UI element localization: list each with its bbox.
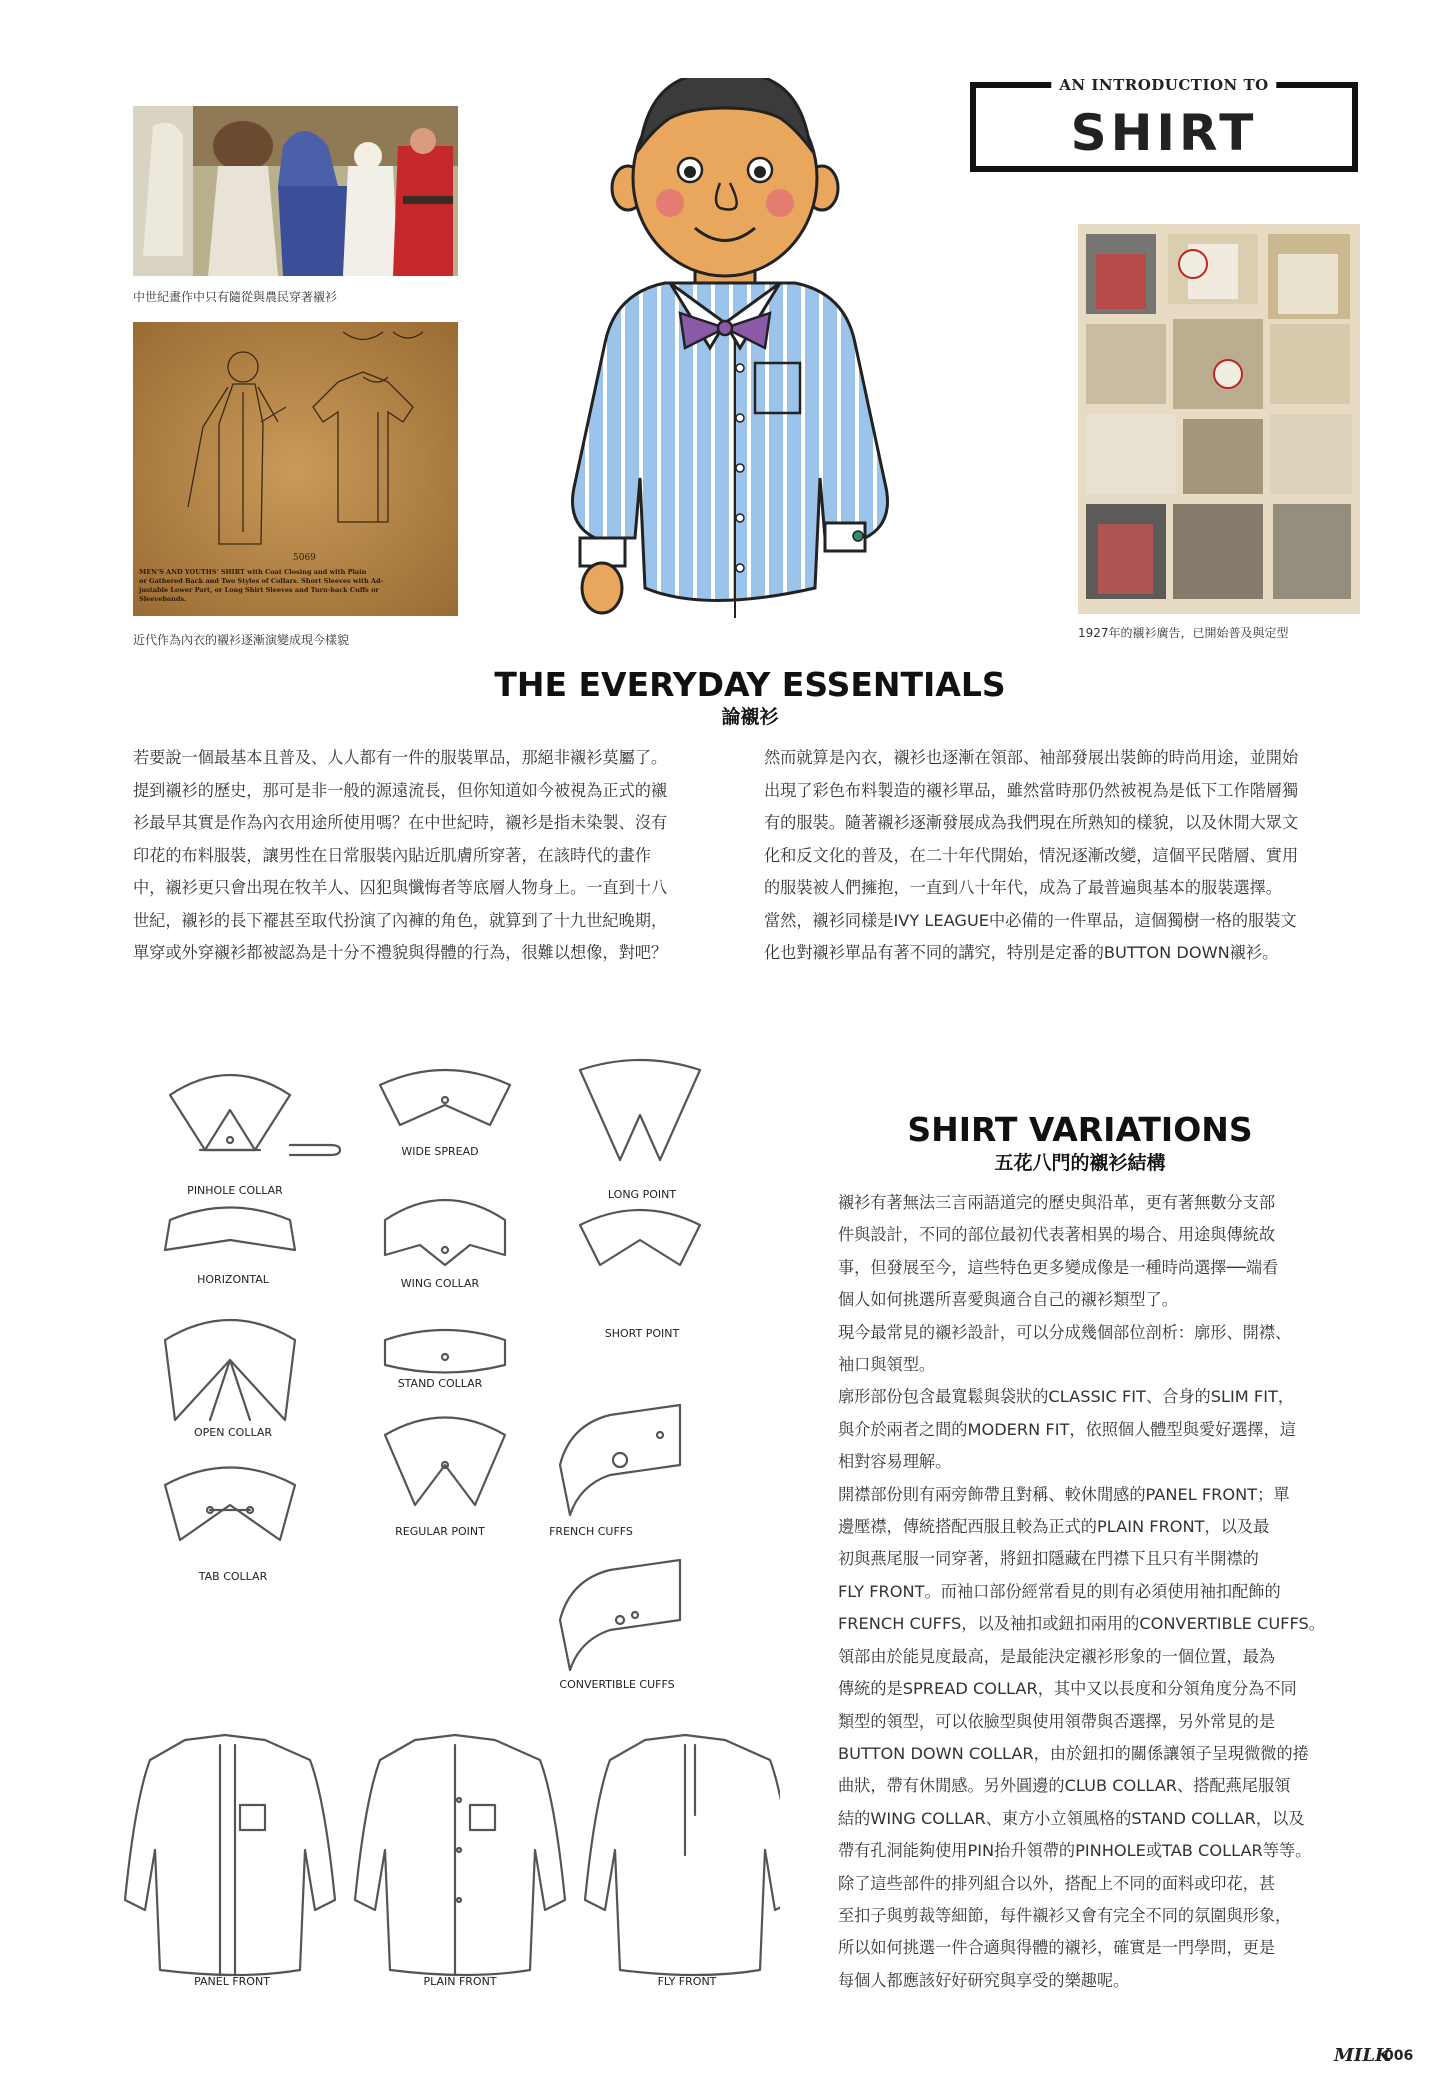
label-wing-collar: WING COLLAR [400,1277,480,1290]
text-line: 領部由於能見度最高，是最能決定襯衫形象的一個位置，最為 [838,1646,1276,1666]
text-line: 廓形部份包含最寬鬆與袋狀的CLASSIC FIT、合身的SLIM FIT， [838,1387,1295,1407]
label-plain-front: PLAIN FRONT [423,1975,497,1988]
text-line: 袖口與領型。 [838,1355,936,1375]
caption-modern: 近代作為內衣的襯衫逐漸演變成現今樣貌 [133,633,350,647]
text-line: 中，襯衫更只會出現在牧羊人、囚犯與懺悔者等底層人物身上。一直到十八 [133,878,668,897]
pattern-desc-2: or Gathered Back and Two Styles of Collars. Short Sleeves with Ad- [139,577,384,585]
label-regular-point: REGULAR POINT [395,1525,485,1538]
caption-1927-ad: 1927年的襯衫廣告，已開始普及與定型 [1078,626,1289,640]
label-panel-front: PANEL FRONT [194,1975,270,1988]
page-title: SHIRT [1070,104,1258,162]
text-line: 每個人都應該好好研究與享受的樂趣呢。 [838,1970,1130,1990]
text-line: 事，但發展至今，這些特色更多變成像是一種時尚選擇──端看 [838,1257,1279,1277]
caption-medieval: 中世紀畫作中只有隨從與農民穿著襯衫 [133,290,338,304]
page-number: 006 [1384,2048,1414,2064]
pattern-number: 5069 [293,553,316,563]
label-long-point: LONG POINT [607,1188,677,1201]
text-line: 相對容易理解。 [838,1452,952,1472]
text-line: 衫最早其實是作為內衣用途所使用嗎？在中世紀時，襯衫是指未染製、沒有 [133,813,668,832]
label-stand-collar: STAND COLLAR [397,1377,483,1390]
magazine-logo: MILK [1334,2045,1391,2066]
text-line: 除了這些部件的排列組合以外，搭配上不同的面料或印花，甚 [838,1873,1276,1893]
text-line: 然而就算是內衣，襯衫也逐漸在領部、袖部發展出裝飾的時尚用途，並開始 [764,748,1299,767]
text-line: 所以如何挑選一件合適與得體的襯衫，確實是一門學問，更是 [838,1938,1276,1958]
text-line: 傳統的是SPREAD COLLAR，其中又以長度和分領角度分為不同 [838,1679,1297,1699]
text-line: 類型的領型，可以依臉型與使用領帶與否選擇，另外常見的是 [838,1711,1276,1731]
text-line: 初與燕尾服一同穿著，將鈕扣隱藏在門襟下且只有半開襟的 [838,1549,1259,1569]
label-fly-front: FLY FRONT [657,1975,717,1988]
text-line: 件與設計，不同的部位最初代表著相異的場合、用途與傳統故 [838,1225,1276,1245]
text-line: 襯衫有著無法三言兩語道完的歷史與沿革，更有著無數分支部 [838,1193,1276,1212]
shirt-advertisement-1927 [1078,224,1360,614]
text-line: 現今最常見的襯衫設計，可以分成幾個部位剖析：廓形、開襟、 [838,1322,1292,1342]
essentials-right-column [764,742,1364,970]
variations-subtitle: 五花八門的襯衫結構 [994,1152,1166,1174]
text-line: 化和反文化的普及，在二十年代開始，情況逐漸改變，這個平民階層、實用 [764,845,1299,865]
text-line: 曲狀，帶有休閒感。另外圓邊的CLUB COLLAR、搭配燕尾服領 [838,1776,1291,1796]
text-line: 化也對襯衫單品有著不同的講究，特別是定番的BUTTON DOWN襯衫。 [764,943,1279,962]
text-line: 開襟部份則有兩旁飾帶且對稱、較休閒感的PANEL FRONT；單 [838,1484,1290,1504]
text-line: 出現了彩色布料製造的襯衫單品，雖然當時那仍然被視為是低下工作階層獨 [764,780,1299,800]
text-line: 世紀，襯衫的長下襬甚至取代扮演了內褲的角色，就算到了十九世紀晚期， [133,910,668,930]
text-line: 邊壓襟，傳統搭配西服且較為正式的PLAIN FRONT，以及最 [838,1517,1270,1537]
text-line: 提到襯衫的歷史，那可是非一般的源遠流長，但你知道如今被視為正式的襯 [133,780,668,800]
text-line: 至扣子與剪裁等細節，每件襯衫又會有完全不同的氛圍與形象， [838,1905,1292,1925]
text-line: 若要說一個最基本且普及、人人都有一件的服裝單品，那絕非襯衫莫屬了。 [133,748,668,767]
label-tab-collar: TAB COLLAR [198,1570,268,1583]
vintage-pattern-envelope [133,322,458,616]
essentials-title: THE EVERYDAY ESSENTIALS [494,665,1006,704]
label-wide-spread: WIDE SPREAD [401,1145,479,1158]
label-convertible-cuffs: CONVERTIBLE CUFFS [559,1678,675,1691]
text-line: 當然，襯衫同樣是IVY LEAGUE中必備的一件單品，這個獨樹一格的服裝文 [764,910,1297,930]
label-pinhole-collar: PINHOLE COLLAR [187,1184,283,1197]
medieval-painting [133,106,458,276]
label-french-cuffs: FRENCH CUFFS [549,1525,633,1538]
label-short-point: SHORT POINT [604,1327,680,1340]
pattern-desc-4: Sleevebands. [139,595,187,603]
text-line: 帶有孔洞能夠使用PIN抬升領帶的PINHOLE或TAB COLLAR等等。 [838,1841,1312,1861]
text-line: FRENCH CUFFS，以及袖扣或鈕扣兩用的CONVERTIBLE CUFFS。 [838,1614,1325,1634]
text-line: 印花的布料服裝，讓男性在日常服裝內貼近肌膚所穿著，在該時代的畫作 [133,845,651,865]
text-line: 與介於兩者之間的MODERN FIT，依照個人體型與愛好選擇，這 [838,1419,1296,1439]
text-line: BUTTON DOWN COLLAR，由於鈕扣的關係讓領子呈現微微的捲 [838,1743,1309,1763]
text-line: 有的服裝。隨著襯衫逐漸發展成為我們現在所熟知的樣貌，以及休閒大眾文 [764,813,1299,832]
pattern-desc-3: justable Lower Part, or Long Shirt Sleeves and Turn-back Cuffs or [139,586,379,594]
text-line: 個人如何挑選所喜愛與適合自己的襯衫類型了。 [838,1290,1178,1310]
variations-title: SHIRT VARIATIONS [907,1110,1253,1149]
title-box [970,76,1358,172]
text-line: 的服裝被人們擁抱，一直到八十年代，成為了最普遍與基本的服裝選擇。 [764,878,1282,897]
text-line: 結的WING COLLAR、東方小立領風格的STAND COLLAR，以及 [838,1808,1305,1828]
label-open-collar: OPEN COLLAR [194,1426,272,1439]
shirt-man-illustration [560,78,900,656]
label-horizontal: HORIZONTAL [197,1273,269,1286]
pattern-desc-1: MEN'S AND YOUTHS' SHIRT with Coat Closing and with Plain [139,568,367,576]
shirt-parts-diagram [120,1050,780,2010]
essentials-left-column [133,742,733,970]
variations-column [838,1187,1368,1997]
text-line: FLY FRONT。而袖口部份經常看見的則有必須使用袖扣配飾的 [838,1581,1281,1601]
essentials-subtitle: 論襯衫 [721,706,779,728]
title-kicker: AN INTRODUCTION TO [1051,76,1276,94]
text-line: 單穿或外穿襯衫都被認為是十分不禮貌與得體的行為，很難以想像，對吧？ [133,943,668,962]
